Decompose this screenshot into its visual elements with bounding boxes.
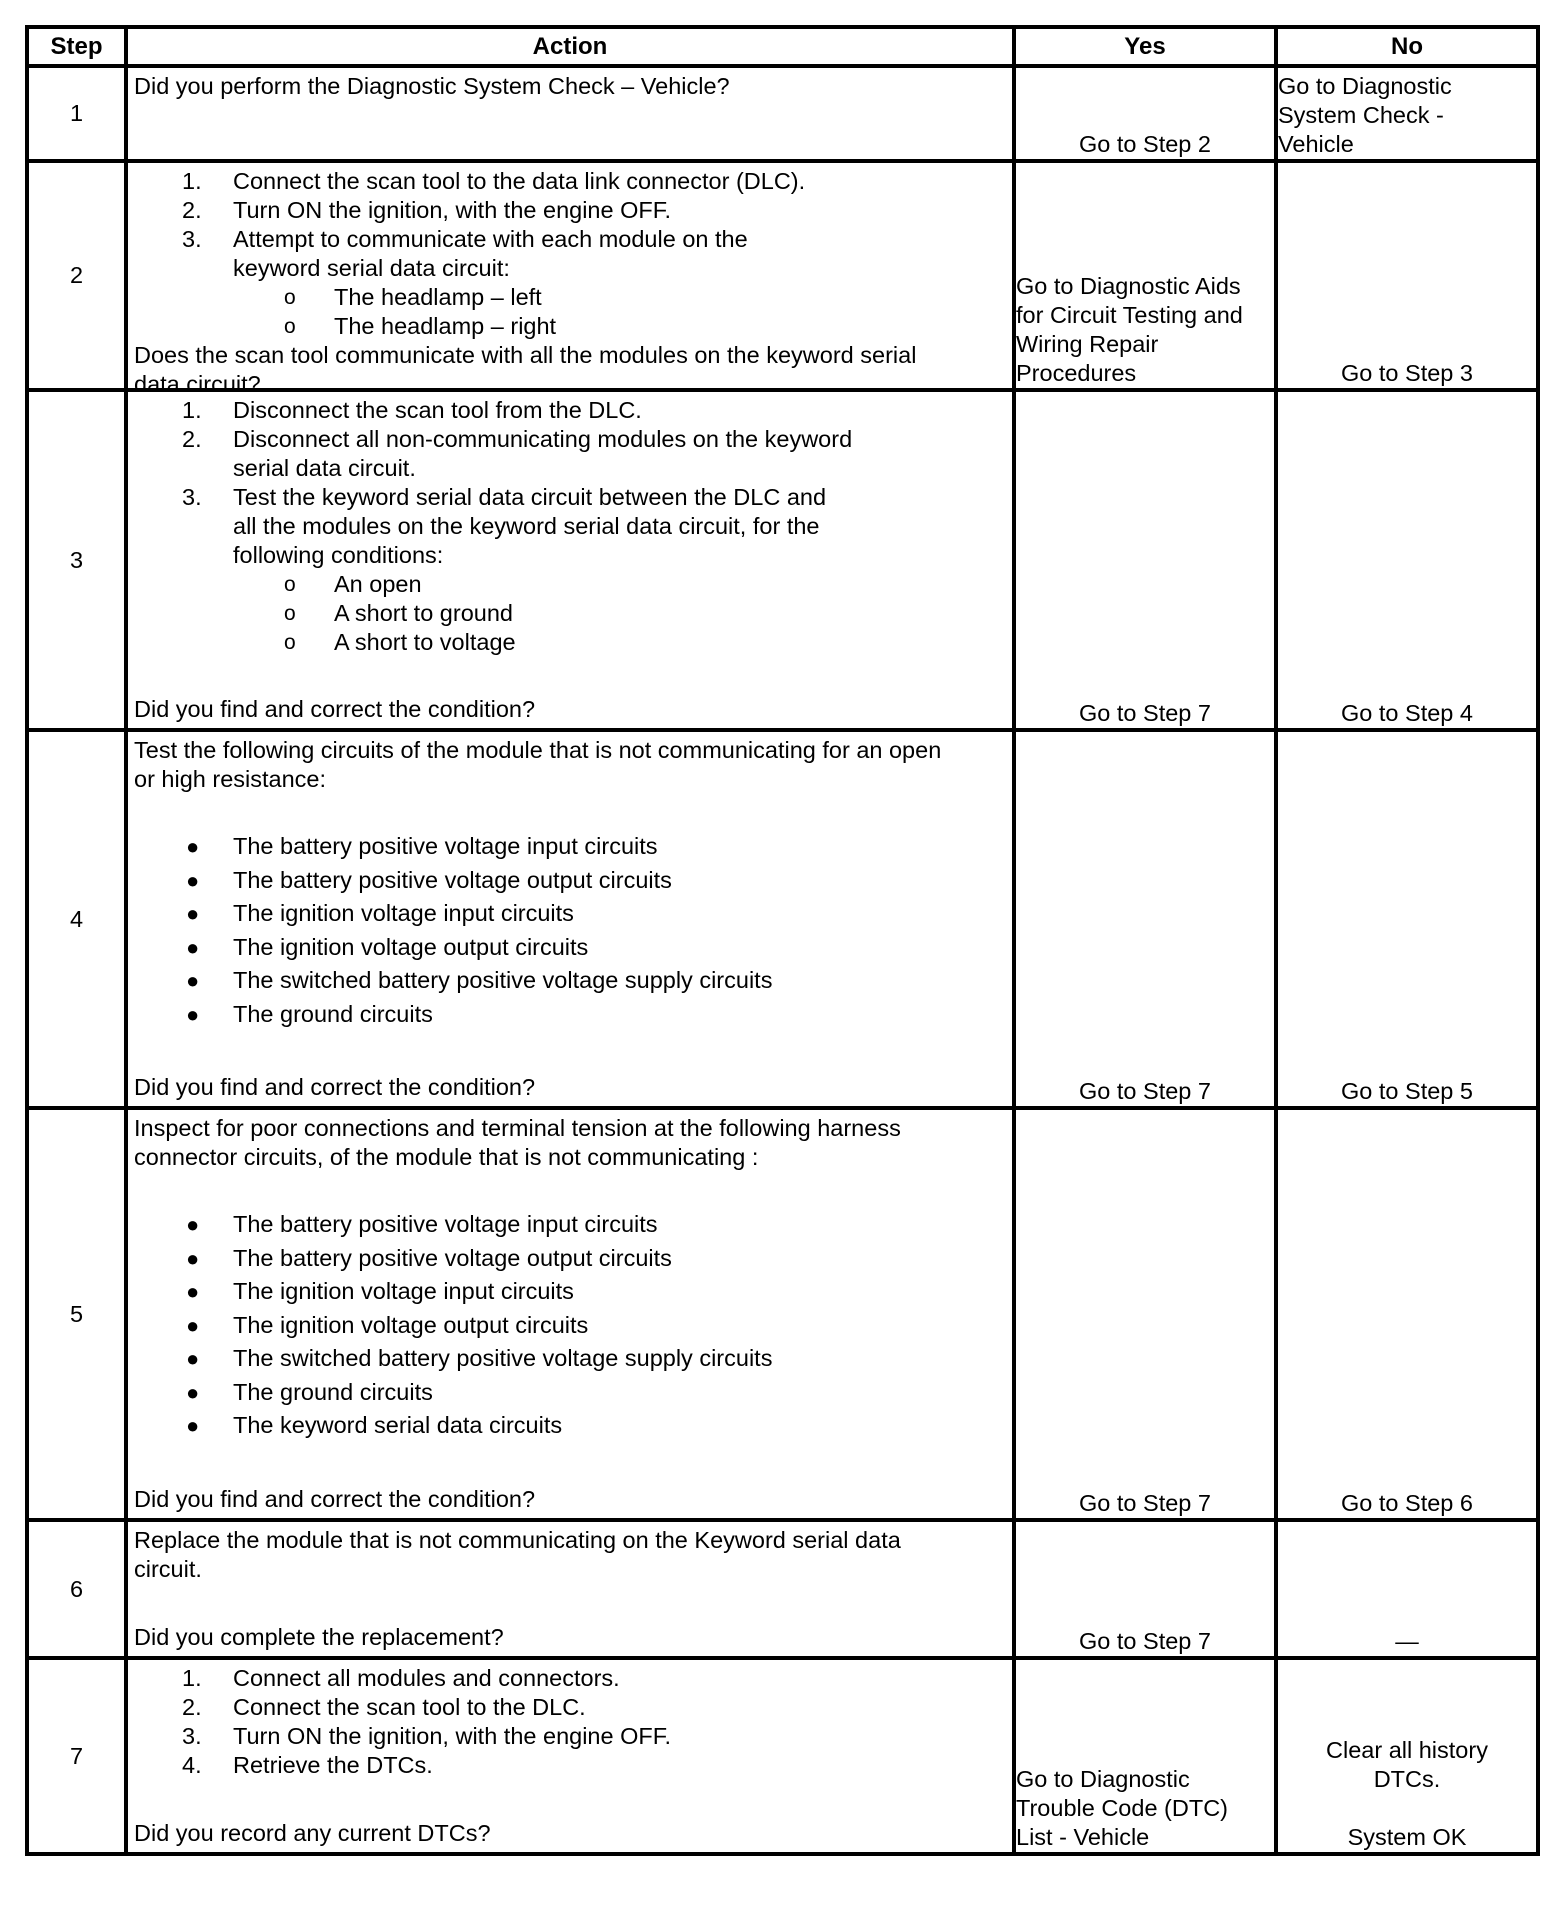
table-row — [27, 161, 1538, 390]
action-intro: Inspect for poor connections and terminal tension at the following harness connector circuits, of the module that is not communicating : ● The battery positive voltage input circuits ● The battery positive voltage output circuits ● The ignition voltage input circuits ● The ignition voltage output circuits ● The switched battery positive voltage supply circuits ● The ground circuits ● The keyword serial data circuits — [134, 1114, 1006, 1443]
yes-cell — [1014, 1658, 1276, 1854]
list-item: 2. Disconnect all non-communicating modules on the keyword serial data circuit. — [182, 426, 853, 481]
action-cell — [126, 390, 1014, 730]
list-item: ● The battery positive voltage input circuits — [134, 830, 1006, 864]
sub-list-item: o The headlamp – right — [284, 313, 557, 339]
sub-list-item: o A short to ground — [284, 600, 513, 626]
circle-bullet-icon: o — [284, 602, 296, 625]
list-item: ● The ground circuits — [134, 1376, 1006, 1410]
list-item: 4. Retrieve the DTCs. — [182, 1752, 433, 1778]
no-text: Go to Step 4 — [1341, 700, 1473, 726]
list-item: ● The ignition voltage output circuits — [134, 931, 1006, 965]
bullet-icon: ● — [186, 1001, 200, 1027]
sub-list-item: o A short to voltage — [284, 629, 516, 655]
diagnostic-table — [25, 25, 1540, 1856]
list-item: ● The ignition voltage output circuits — [134, 1309, 1006, 1343]
bullet-icon: ● — [186, 867, 200, 893]
step-number: 3 — [27, 390, 126, 730]
action-intro: Test the following circuits of the module that is not communicating for an open or high resistance: ● The battery positive voltage input circuits ● The battery positive voltage output circuits ● The ignition voltage input circuits ● The ignition voltage output circuits ● The switched battery positive voltage supply circuits ● The ground circuits — [134, 736, 1006, 1031]
step-number: 1 — [27, 66, 126, 161]
list-item: 1. Connect all modules and connectors. — [182, 1665, 620, 1691]
list-item: ● The ignition voltage input circuits — [134, 897, 1006, 931]
list-item: 3. Test the keyword serial data circuit between the DLC and all the modules on the keyword serial data circuit, for the following conditions: — [182, 484, 827, 568]
list-item: ● The ground circuits — [134, 998, 1006, 1032]
table-row — [27, 390, 1538, 730]
table-row — [27, 1520, 1538, 1658]
table-row — [27, 1108, 1538, 1520]
action-steps — [134, 396, 1006, 657]
yes-text: Trouble Code (DTC) — [1016, 1795, 1228, 1821]
header-step: Step — [27, 27, 126, 66]
no-cell — [1276, 66, 1538, 161]
no-text: System Check - — [1278, 102, 1444, 128]
step-number: 4 — [27, 730, 126, 1108]
header-no: No — [1276, 27, 1538, 66]
action-question: Did you record any current DTCs? — [134, 1820, 491, 1846]
action-steps — [134, 1664, 1006, 1780]
bullet-icon: ● — [186, 1379, 200, 1405]
yes-text: List - Vehicle — [1016, 1824, 1150, 1850]
yes-cell — [1014, 730, 1276, 1108]
yes-cell — [1014, 1108, 1276, 1520]
bullet-icon: ● — [186, 834, 200, 859]
no-text: Clear all history — [1326, 1737, 1488, 1763]
no-cell — [1276, 730, 1538, 1108]
list-item: ● The switched battery positive voltage supply circuits — [134, 964, 1006, 998]
circle-bullet-icon: o — [284, 573, 296, 596]
header-action: Action — [126, 27, 1014, 66]
list-item: 2. Turn ON the ignition, with the engine OFF. — [182, 197, 672, 223]
bullet-icon: ● — [186, 1346, 200, 1371]
no-cell — [1276, 390, 1538, 730]
bullet-icon: ● — [186, 901, 200, 926]
header-row — [27, 27, 1538, 66]
step-number: 5 — [27, 1108, 126, 1520]
list-item: ● The battery positive voltage input circuits — [134, 1208, 1006, 1242]
yes-text: Go to Step 7 — [1079, 700, 1211, 726]
yes-cell — [1014, 161, 1276, 390]
bullet-icon: ● — [186, 1312, 200, 1338]
no-text: Go to Step 5 — [1341, 1078, 1473, 1104]
list-item: ● The battery positive voltage output circuits — [134, 864, 1006, 898]
circle-bullet-icon: o — [284, 315, 296, 338]
no-text: Vehicle — [1278, 131, 1354, 157]
list-item: 2. Connect the scan tool to the DLC. — [182, 1694, 586, 1720]
bullet-icon: ● — [186, 1279, 200, 1304]
no-text: System OK — [1347, 1824, 1467, 1850]
action-question: Did you find and correct the condition? — [134, 696, 536, 722]
action-cell — [126, 1658, 1014, 1854]
no-cell — [1276, 161, 1538, 390]
action-cell — [126, 66, 1014, 161]
list-item: ● The switched battery positive voltage supply circuits — [134, 1342, 1006, 1376]
action-intro: Replace the module that is not communicating on the Keyword serial data circuit. — [134, 1527, 901, 1582]
step-number: 6 — [27, 1520, 126, 1658]
circle-bullet-icon: o — [284, 631, 296, 654]
list-item: 3. Turn ON the ignition, with the engine OFF. — [182, 1723, 672, 1749]
list-item: 3. Attempt to communicate with each module on the keyword serial data circuit: — [182, 226, 748, 281]
yes-text: Go to Step 7 — [1079, 1490, 1211, 1516]
action-steps — [134, 167, 1006, 341]
bullet-icon: ● — [186, 934, 200, 960]
no-text: — — [1395, 1628, 1419, 1654]
list-item: ● The battery positive voltage output circuits — [134, 1242, 1006, 1276]
list-item: 1. Connect the scan tool to the data link connector (DLC). — [182, 168, 806, 194]
yes-cell — [1014, 66, 1276, 161]
action-question: Did you find and correct the condition? — [134, 1074, 536, 1100]
no-cell — [1276, 1520, 1538, 1658]
action-text: Did you perform the Diagnostic System Check – Vehicle? — [134, 73, 730, 99]
step-number: 7 — [27, 1658, 126, 1854]
yes-text: Go to Diagnostic Aids — [1016, 273, 1241, 299]
sub-list-item: o The headlamp – left — [284, 284, 542, 310]
no-text: DTCs. — [1373, 1766, 1441, 1792]
list-item: ● The ignition voltage input circuits — [134, 1275, 1006, 1309]
header-yes: Yes — [1014, 27, 1276, 66]
sub-list-item: o An open — [284, 571, 422, 597]
list-item: ● The keyword serial data circuits — [134, 1409, 1006, 1443]
yes-cell — [1014, 1520, 1276, 1658]
no-text: Go to Step 3 — [1341, 360, 1473, 386]
table-row — [27, 1658, 1538, 1854]
action-cell — [126, 730, 1014, 1108]
yes-text: Go to Step 7 — [1079, 1628, 1211, 1654]
bullet-icon: ● — [186, 1413, 200, 1438]
yes-cell — [1014, 390, 1276, 730]
action-question: Does the scan tool communicate with all the modules on the keyword serial data circuit? — [134, 342, 917, 397]
yes-text: Wiring Repair — [1016, 331, 1159, 357]
list-item: 1. Disconnect the scan tool from the DLC. — [182, 397, 642, 423]
bullet-icon: ● — [186, 1212, 200, 1237]
action-cell — [126, 161, 1014, 397]
action-question: Did you find and correct the condition? — [134, 1486, 536, 1512]
action-question: Did you complete the replacement? — [134, 1624, 504, 1650]
circle-bullet-icon: o — [284, 286, 296, 309]
table-row — [27, 730, 1538, 1108]
yes-text: Go to Diagnostic — [1016, 1766, 1190, 1792]
yes-text: Go to Step 2 — [1079, 131, 1211, 157]
no-text — [1278, 1794, 1536, 1823]
yes-text: for Circuit Testing and — [1016, 302, 1243, 328]
yes-text: Procedures — [1016, 360, 1137, 386]
no-cell — [1276, 1658, 1538, 1854]
no-cell — [1276, 1108, 1538, 1520]
no-text: Go to Diagnostic — [1278, 73, 1452, 99]
bullet-icon: ● — [186, 968, 200, 993]
table-row — [27, 66, 1538, 161]
no-text: Go to Step 6 — [1341, 1490, 1473, 1516]
bullet-icon: ● — [186, 1245, 200, 1271]
yes-text: Go to Step 7 — [1079, 1078, 1211, 1104]
step-number: 2 — [27, 161, 126, 390]
action-cell — [126, 1520, 1014, 1658]
action-cell — [126, 1108, 1014, 1520]
